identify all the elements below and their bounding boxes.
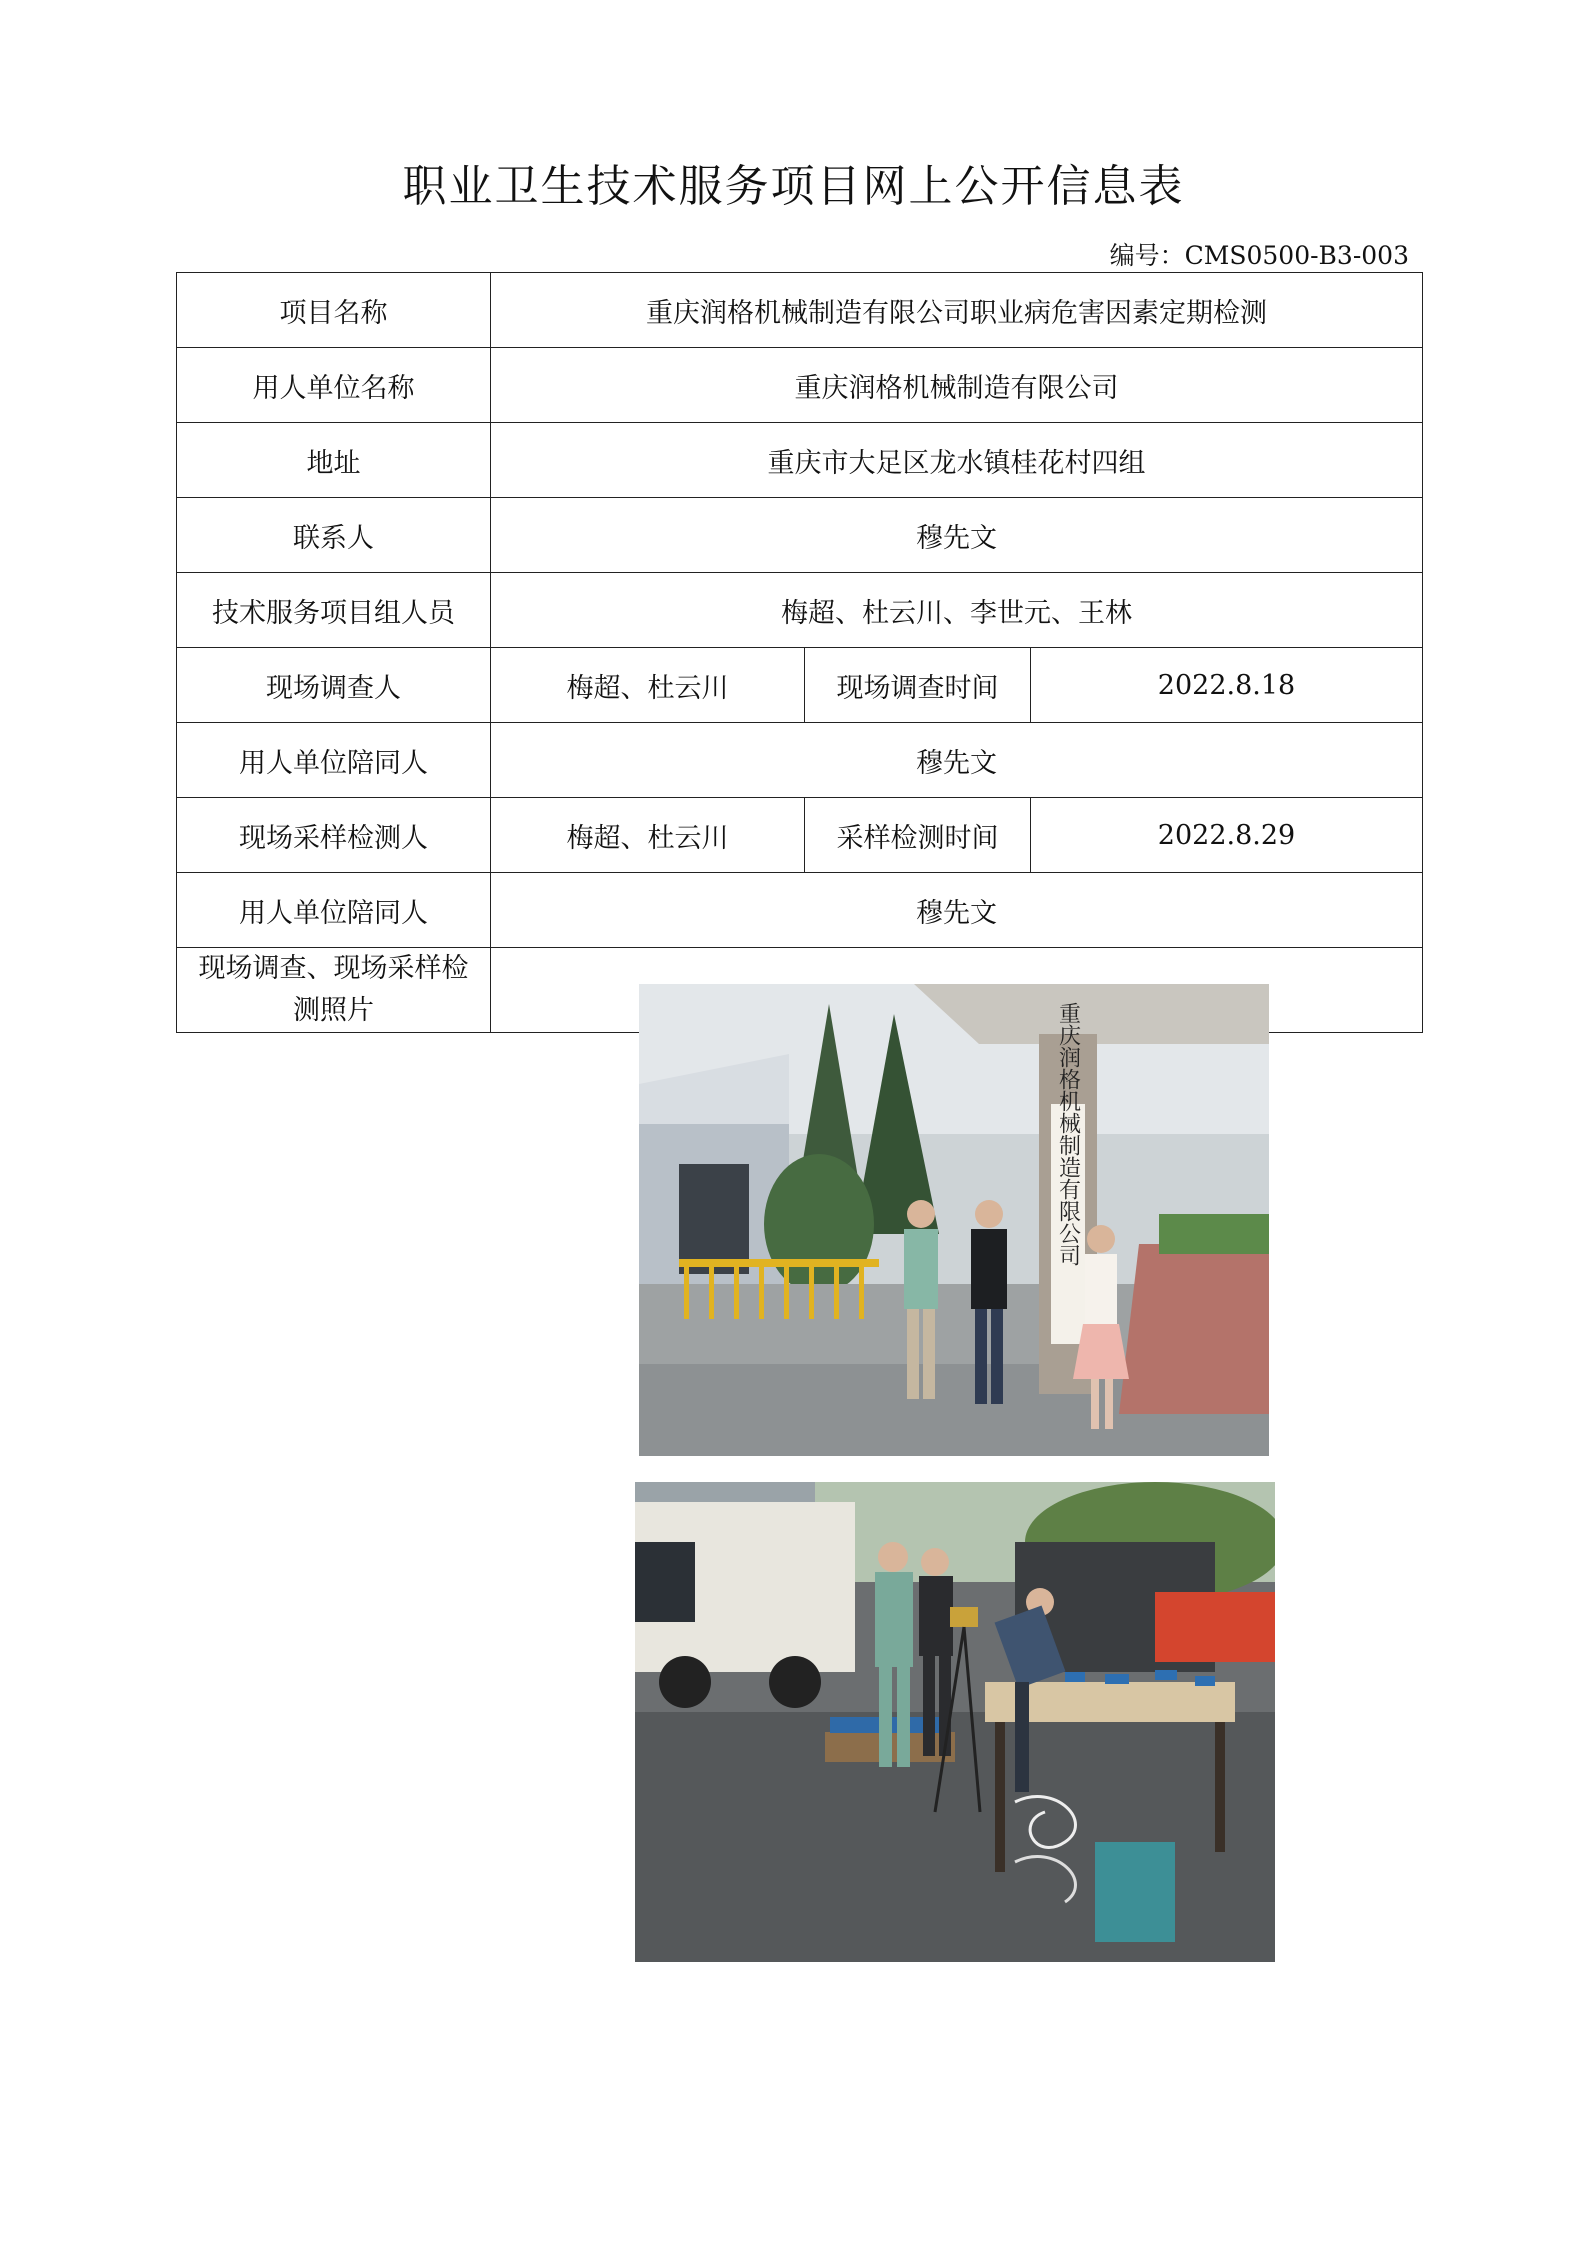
label-project-name: 项目名称 [177,273,491,348]
value-survey-escort: 穆先文 [491,723,1423,798]
value-employer-name: 重庆润格机械制造有限公司 [491,348,1423,423]
label-survey-escort: 用人单位陪同人 [177,723,491,798]
label-photos: 现场调查、现场采样检测照片 [177,948,491,1033]
value-sampling: 梅超、杜云川 [491,798,805,873]
page-title: 职业卫生技术服务项目网上公开信息表 [402,161,1185,212]
label-sampling-escort: 用人单位陪同人 [177,873,491,948]
value-sampling-escort: 穆先文 [491,873,1423,948]
label-address: 地址 [177,423,491,498]
label-employer-name: 用人单位名称 [177,348,491,423]
table-row [177,348,1423,423]
table-row [177,423,1423,498]
table-row [177,873,1423,948]
table-row [177,648,1423,723]
value-survey-time: 2022.8.18 [1031,648,1423,723]
value-project-name: 重庆润格机械制造有限公司职业病危害因素定期检测 [491,273,1423,348]
document-number: 编号：CMS0500-B3-003 [1109,241,1409,270]
site-survey-photo [639,984,1269,1456]
label-sampling-time: 采样检测时间 [805,798,1031,873]
value-sampling-time: 2022.8.29 [1031,798,1423,873]
table-row [177,723,1423,798]
sampling-photo [635,1482,1275,1962]
label-sampling: 现场采样检测人 [177,798,491,873]
info-table [176,272,1423,1266]
table-row [177,573,1423,648]
label-team-members: 技术服务项目组人员 [177,573,491,648]
table-row [177,498,1423,573]
label-survey-time: 现场调查时间 [805,648,1031,723]
label-site-survey: 现场调查人 [177,648,491,723]
label-contact: 联系人 [177,498,491,573]
value-site-survey: 梅超、杜云川 [491,648,805,723]
gate-signage: 重庆润格机械制造有限公司 [1055,1002,1081,1266]
photo-cell [491,948,1423,1266]
table-row [177,273,1423,348]
table-row [177,948,1423,1033]
value-address: 重庆市大足区龙水镇桂花村四组 [491,423,1423,498]
value-team-members: 梅超、杜云川、李世元、王林 [491,573,1423,648]
table-row [177,798,1423,873]
value-contact: 穆先文 [491,498,1423,573]
